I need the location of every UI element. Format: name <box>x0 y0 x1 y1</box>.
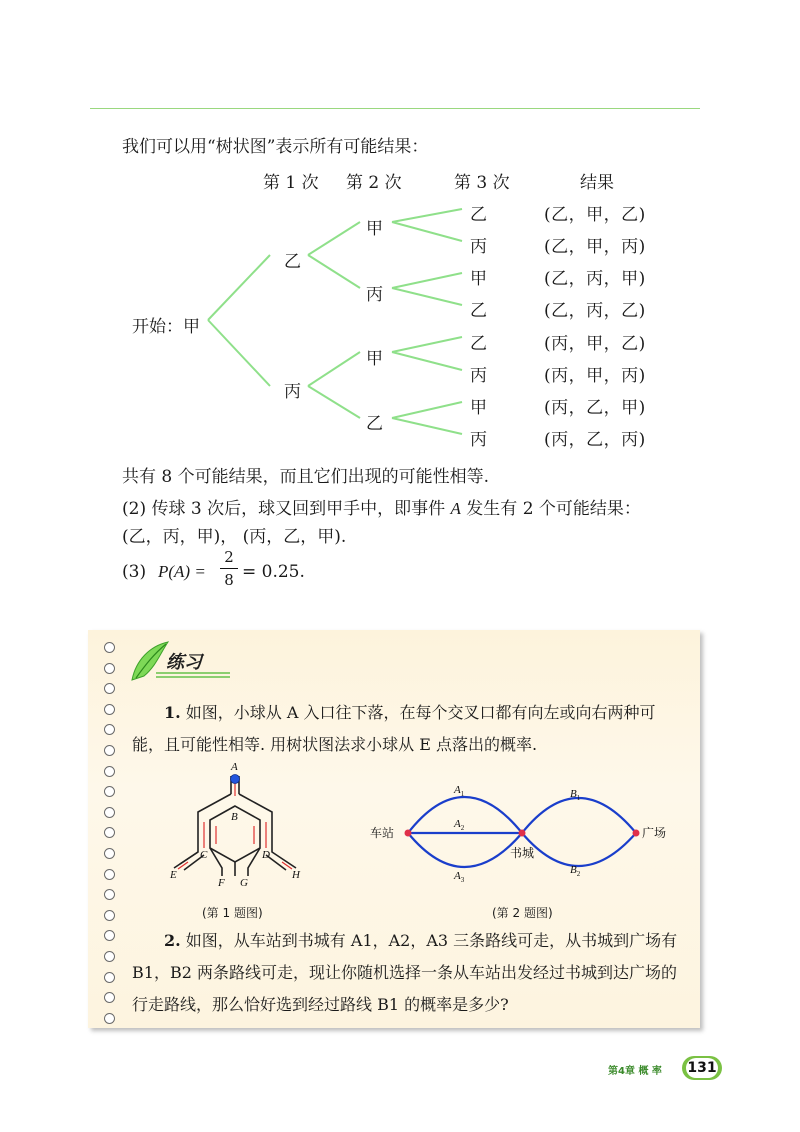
tree-result: (乙，丙，甲) <box>544 269 646 289</box>
tree-l2-node: 丙 <box>366 285 383 305</box>
event-var: A <box>450 499 461 518</box>
part3-func: P(A) = <box>158 562 206 581</box>
tree-branch <box>392 288 462 305</box>
tree-l3-node: 甲 <box>470 398 487 418</box>
intro-text: 我们可以用“树状图”表示所有可能结果： <box>122 137 429 157</box>
tree-result: (丙，甲，乙) <box>544 334 646 354</box>
fig1-caption: (第 1 题图) <box>202 906 263 920</box>
binder-ring <box>104 910 115 921</box>
fraction-bar <box>220 568 238 569</box>
binder-ring <box>104 951 115 962</box>
part3-label: (3) <box>122 562 147 582</box>
summary-line: 共有 8 个可能结果，而且它们出现的可能性相等. <box>122 467 490 487</box>
figure-2 <box>360 775 680 890</box>
tree-l2-node: 甲 <box>366 349 383 369</box>
part2-outcomes: (乙，丙，甲)， (丙，乙，甲). <box>122 527 347 547</box>
tree-l3-node: 乙 <box>470 301 487 321</box>
tree-l1-node: 丙 <box>284 382 301 402</box>
route-a3-label: $A_3$ <box>454 870 465 884</box>
q2-number: 2. <box>164 931 181 950</box>
ball <box>231 775 240 784</box>
header-result: 结果 <box>580 173 614 193</box>
tree-l1-node: 乙 <box>284 252 301 272</box>
tree-l3-node: 丙 <box>470 430 487 450</box>
binder-ring <box>104 663 115 674</box>
tree-branch <box>308 222 360 255</box>
binder-ring <box>104 766 115 777</box>
part3-result: = 0.25. <box>242 562 305 582</box>
fig1-label-f: F <box>218 877 225 889</box>
part2-text-a: (2) 传球 3 次后，球又回到甲手中，即事件 <box>122 499 451 519</box>
q1-number: 1. <box>164 703 181 722</box>
tree-l3-node: 乙 <box>470 205 487 225</box>
fig1-label-g: G <box>240 877 248 889</box>
q2-line2: B1，B2 两条路线可走，现让你随机选择一条从车站出发经过书城到达广场的 <box>132 963 677 982</box>
route-b2-label: $B_2$ <box>570 864 581 878</box>
tree-branch <box>392 418 462 434</box>
tree-result: (乙，甲，丙) <box>544 237 646 257</box>
fig1-label-a: A <box>231 761 238 773</box>
fig1-label-d: D <box>262 849 270 861</box>
fig2-caption: (第 2 题图) <box>492 906 553 920</box>
route-a1-label: $A_1$ <box>454 784 465 798</box>
binder-ring <box>104 972 115 983</box>
q1-line1 <box>164 697 656 729</box>
tree-branch <box>392 222 462 241</box>
tree-branch <box>392 402 462 418</box>
tree-result: (丙，乙，丙) <box>544 430 646 450</box>
binder-ring <box>104 642 115 653</box>
binder-ring <box>104 848 115 859</box>
tree-branch <box>208 255 270 320</box>
page-number: 131 <box>687 1060 717 1076</box>
fraction-denominator: 8 <box>224 571 234 589</box>
route-a2-label: $A_2$ <box>454 818 465 832</box>
binder-ring <box>104 807 115 818</box>
tree-result: (丙，甲，丙) <box>544 366 646 386</box>
tree-l3-node: 丙 <box>470 237 487 257</box>
header-round-2: 第 2 次 <box>346 173 402 193</box>
q1-line2: 能，且可能性相等. 用树状图法求小球从 E 点落出的概率. <box>132 735 538 754</box>
route-b1-label: $B_1$ <box>570 788 581 802</box>
tree-result: (乙，丙，乙) <box>544 301 646 321</box>
tree-l3-node: 甲 <box>470 269 487 289</box>
q2-text-1: 如图，从车站到书城有 A1，A2，A3 三条路线可走，从书城到广场有 <box>185 931 678 950</box>
tree-l3-node: 丙 <box>470 366 487 386</box>
tree-branch <box>392 337 462 352</box>
tree-diagram <box>0 0 800 460</box>
tree-l2-node: 甲 <box>366 219 383 239</box>
tree-branch <box>208 320 270 386</box>
fraction-numerator: 2 <box>224 548 234 566</box>
part2-text-b: 发生有 2 个可能结果： <box>460 499 641 519</box>
header-round-1: 第 1 次 <box>263 173 319 193</box>
part2-line <box>122 494 641 519</box>
fig1-label-e: E <box>170 869 177 881</box>
q2-line1 <box>164 925 677 957</box>
header-round-3: 第 3 次 <box>454 173 510 193</box>
tree-root: 开始：甲 <box>132 317 200 337</box>
tree-result: (丙，乙，甲) <box>544 398 646 418</box>
tree-l2-node: 乙 <box>366 414 383 434</box>
tree-branch <box>392 209 462 222</box>
figure-1 <box>160 760 310 890</box>
station-label: 车站 <box>370 826 395 840</box>
tree-branch <box>308 352 360 386</box>
tree-branch <box>308 255 360 288</box>
exercise-title: 练习 <box>166 652 202 673</box>
binder-ring <box>104 869 115 880</box>
q1-text-1: 如图，小球从 A 入口往下落，在每个交叉口都有向左或向右两种可 <box>185 703 656 722</box>
binder-ring <box>104 745 115 756</box>
binder-ring <box>104 1013 115 1024</box>
square-label: 广场 <box>642 826 667 840</box>
tree-branch <box>392 273 462 288</box>
tree-result: (乙，甲，乙) <box>544 205 646 225</box>
binder-ring <box>104 704 115 715</box>
tree-branch <box>308 386 360 418</box>
q2-line3: 行走路线，那么恰好选到经过路线 B1 的概率是多少? <box>132 995 509 1014</box>
fig1-label-b: B <box>231 811 238 823</box>
fig1-label-c: C <box>200 849 208 861</box>
tree-branches <box>208 209 462 434</box>
bookstore-label: 书城 <box>510 846 535 860</box>
fig1-label-h: H <box>292 869 300 881</box>
tree-branch <box>392 352 462 370</box>
tree-l3-node: 乙 <box>470 334 487 354</box>
chapter-label: 第4章 概 率 <box>608 1066 662 1077</box>
